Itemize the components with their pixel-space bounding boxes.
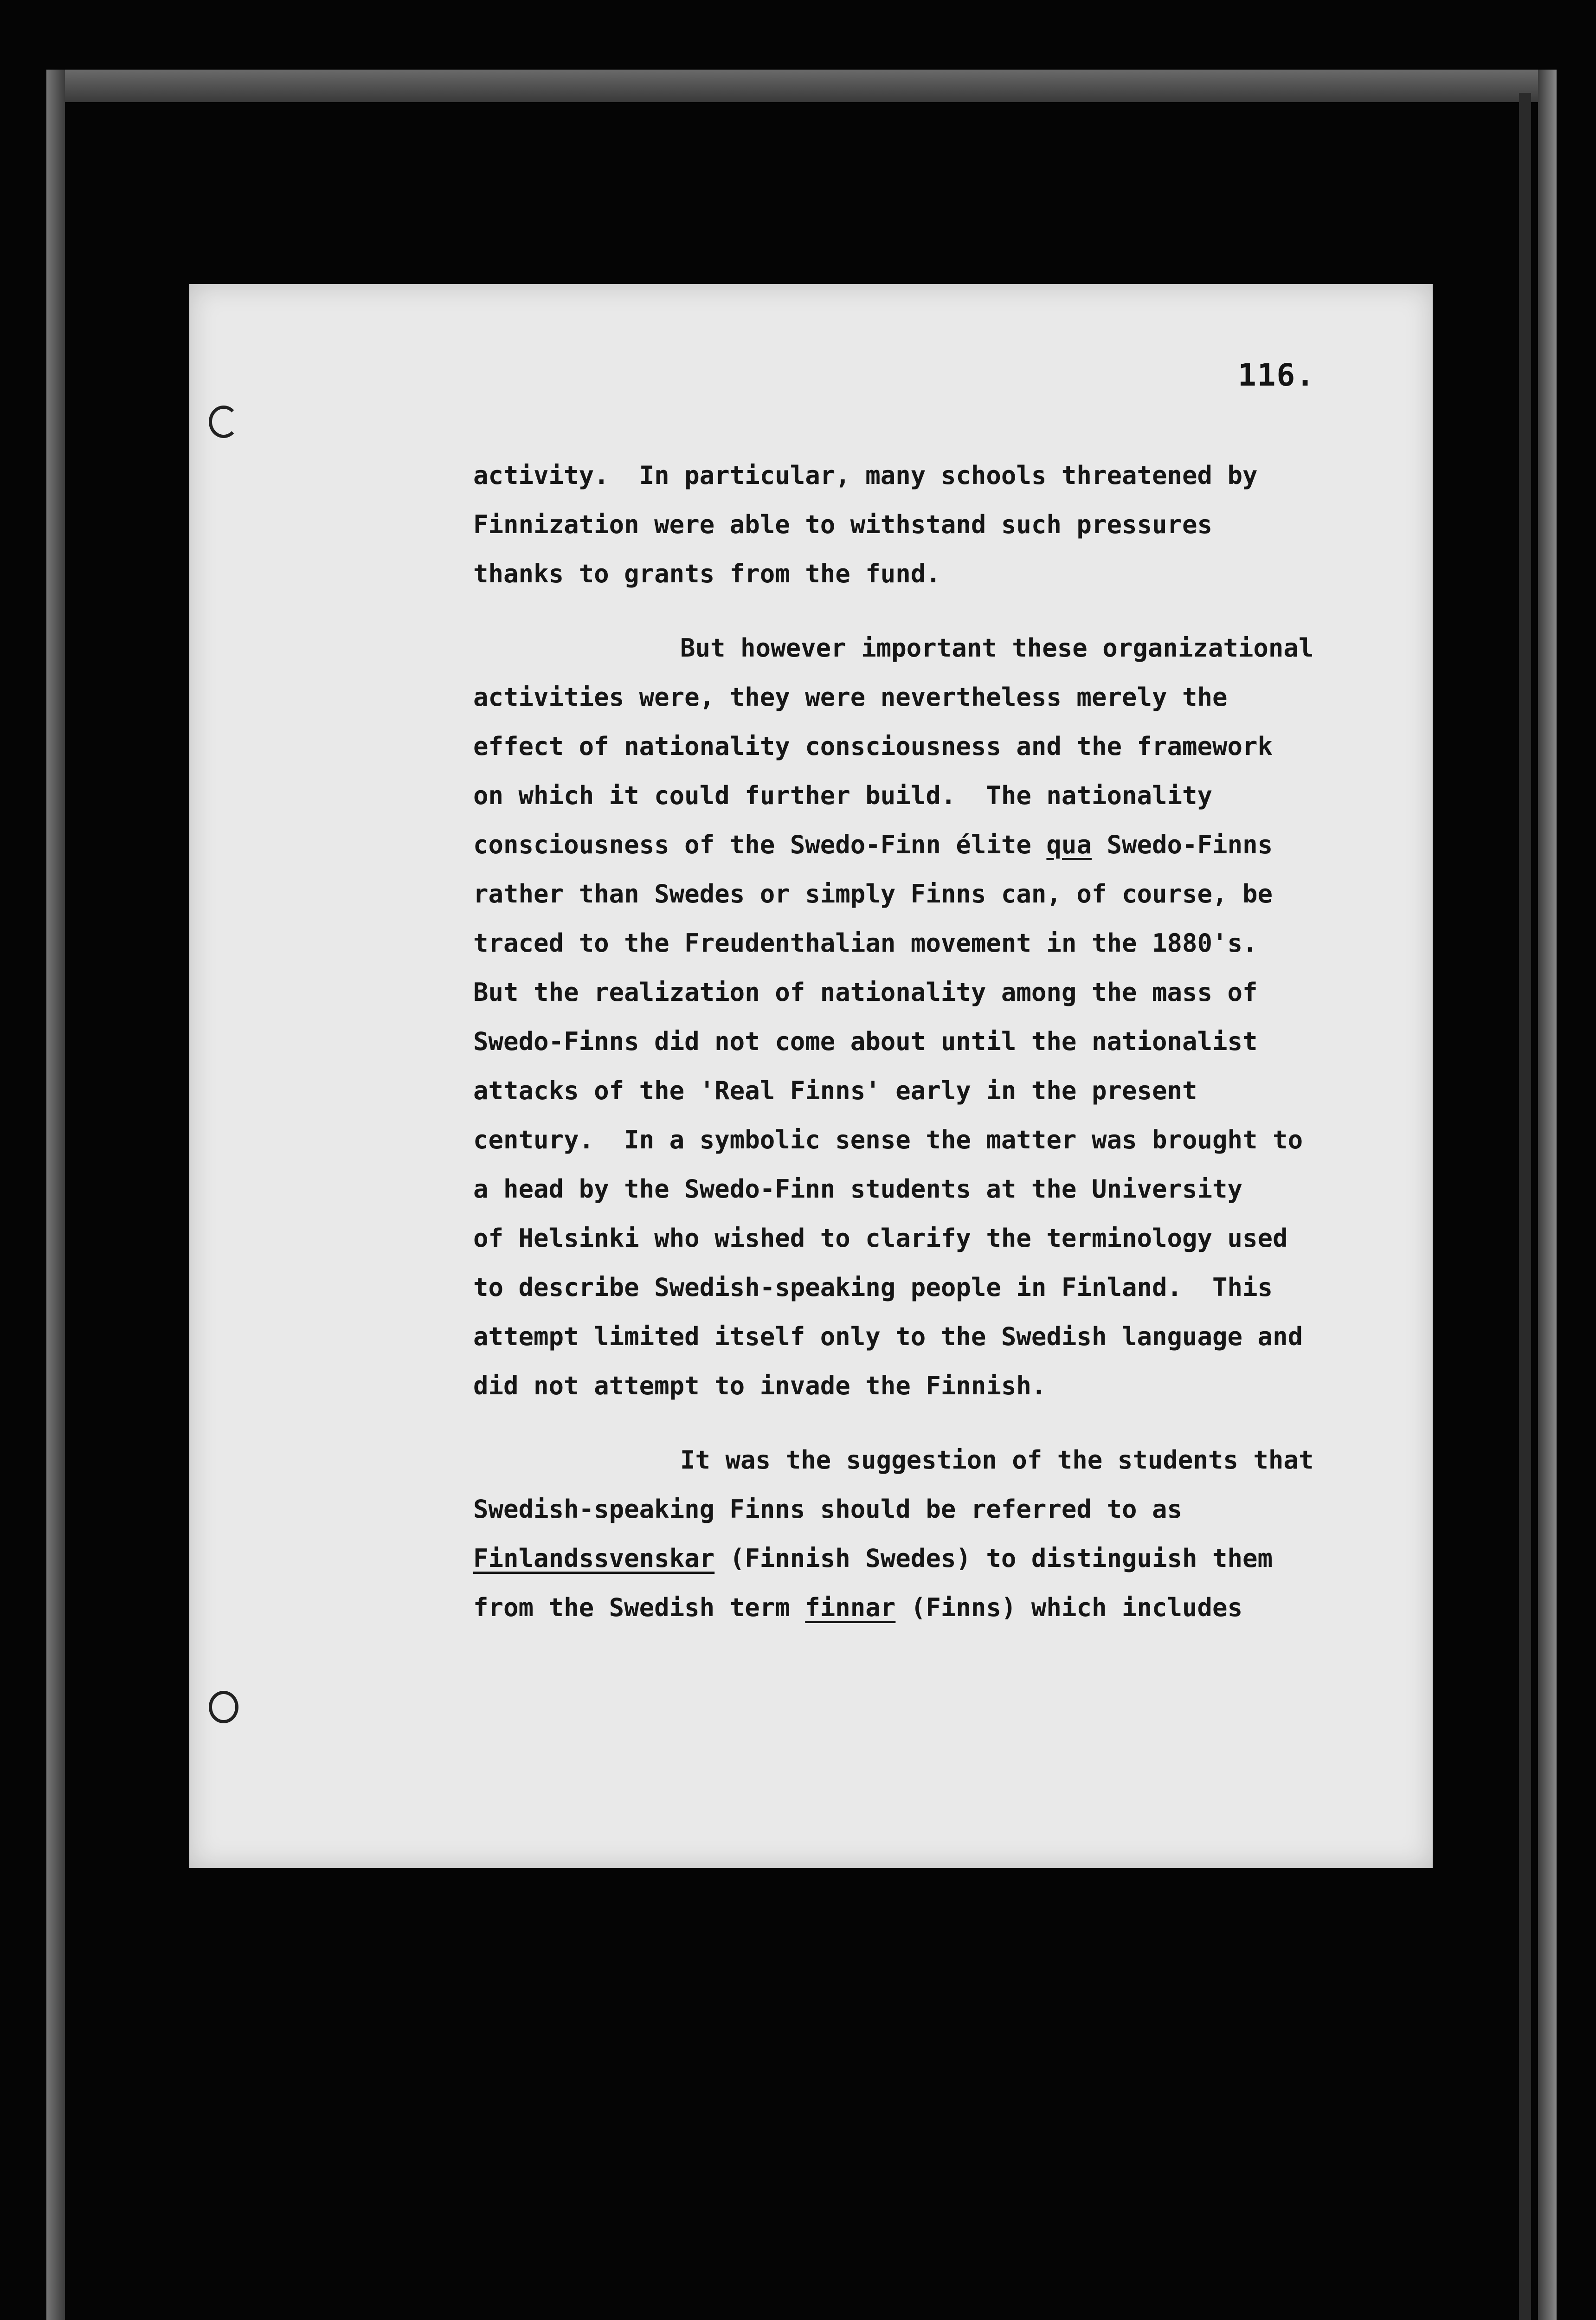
text-line: But the realization of nationality among the mass of — [473, 978, 1258, 1007]
text-line: consciousness of the Swedo-Finn élite qua Swedo-Finns — [473, 830, 1273, 859]
text-line: Swedish-speaking Finns should be referred to as — [473, 1495, 1183, 1524]
text-line: Swedo-Finns did not come about until the nationalist — [473, 1027, 1258, 1056]
film-frame-left — [46, 70, 65, 2320]
punch-hole-icon — [209, 406, 238, 438]
document-body-text — [473, 451, 1355, 1657]
text-line: Finnization were able to withstand such pressures — [473, 510, 1213, 539]
text-line: activities were, they were nevertheless merely the — [473, 683, 1228, 712]
text-line: rather than Swedes or simply Finns can, of course, be — [473, 879, 1273, 909]
text-line: It was the suggestion of the students that — [680, 1445, 1314, 1475]
text-line: activity. In particular, many schools threatened by — [473, 461, 1258, 490]
text-line: did not attempt to invade the Finnish. — [473, 1371, 1047, 1400]
text-line: on which it could further build. The nationality — [473, 781, 1213, 810]
film-frame-right-edge — [1519, 93, 1531, 2320]
text-line: But however important these organizational — [680, 633, 1314, 663]
film-frame-top — [46, 70, 1554, 102]
text-line: of Helsinki who wished to clarify the terminology used — [473, 1224, 1288, 1253]
document-page — [189, 284, 1433, 1868]
paragraph — [473, 624, 1355, 1411]
film-frame-right — [1538, 70, 1557, 2320]
text-line: effect of nationality consciousness and the framework — [473, 732, 1273, 761]
text-line: from the Swedish term finnar (Finns) which includes — [473, 1593, 1243, 1622]
text-line: attempt limited itself only to the Swedish language and — [473, 1322, 1303, 1351]
text-line: century. In a symbolic sense the matter was brought to — [473, 1125, 1303, 1154]
paragraph — [473, 1436, 1355, 1632]
paragraph — [473, 451, 1355, 599]
text-line: to describe Swedish-speaking people in Finland. This — [473, 1273, 1273, 1302]
text-line: a head by the Swedo-Finn students at the University — [473, 1174, 1243, 1204]
text-line: attacks of the 'Real Finns' early in the present — [473, 1076, 1197, 1105]
text-line: thanks to grants from the fund. — [473, 559, 941, 588]
page-number: 116. — [1238, 357, 1315, 393]
text-line: traced to the Freudenthalian movement in the 1880's. — [473, 928, 1258, 958]
punch-hole-icon — [209, 1691, 238, 1723]
text-line: Finlandssvenskar (Finnish Swedes) to distinguish them — [473, 1544, 1273, 1573]
